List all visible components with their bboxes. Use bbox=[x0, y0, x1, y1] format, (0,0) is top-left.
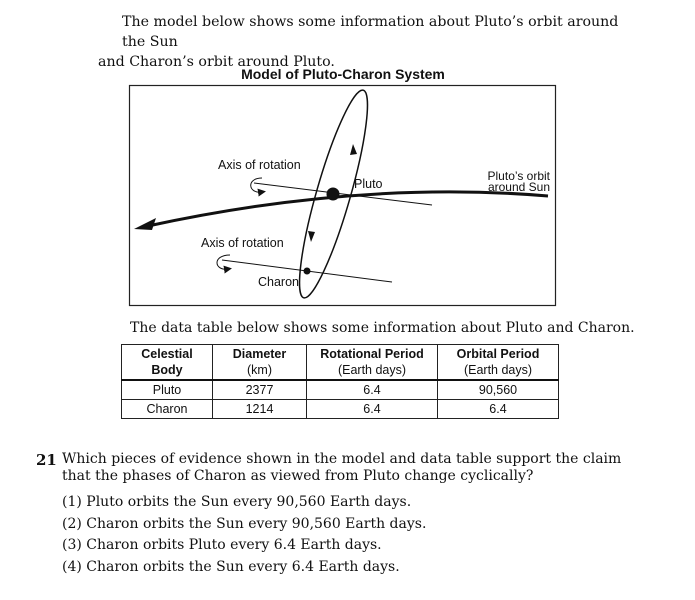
header-subtext: (km) bbox=[247, 363, 272, 377]
table-cell: 6.4 bbox=[307, 380, 438, 400]
answer-choice-3[interactable]: (3) Charon orbits Pluto every 6.4 Earth days. bbox=[62, 537, 382, 553]
table-header-row bbox=[122, 345, 559, 381]
charon-orbit-arrow-down-icon bbox=[308, 231, 315, 242]
table-cell: Charon bbox=[122, 400, 213, 419]
table-cell: 6.4 bbox=[438, 400, 559, 419]
pluto-body bbox=[327, 188, 340, 201]
pluto-rotation-arrow-icon bbox=[251, 178, 262, 192]
charon-label: Charon bbox=[258, 275, 299, 289]
header-celestial-body bbox=[122, 345, 213, 381]
pluto-orbit-path bbox=[148, 192, 548, 226]
header-text: Rotational Period bbox=[320, 347, 424, 361]
data-table bbox=[121, 344, 559, 419]
table-row bbox=[122, 400, 559, 419]
header-rotational-period bbox=[307, 345, 438, 381]
answer-choice-4[interactable]: (4) Charon orbits the Sun every 6.4 Earth days. bbox=[62, 558, 400, 575]
answer-choice-2[interactable]: (2) Charon orbits the Sun every 90,560 Earth days. bbox=[62, 515, 427, 532]
table-cell: 90,560 bbox=[438, 380, 559, 400]
table-cell: 1214 bbox=[213, 400, 307, 419]
charon-body bbox=[304, 268, 311, 275]
table-row bbox=[122, 380, 559, 400]
charon-orbit-arrow-up-icon bbox=[350, 144, 357, 155]
header-text: Celestial bbox=[141, 347, 193, 361]
table-cell: Pluto bbox=[122, 380, 213, 400]
table-cell: 6.4 bbox=[307, 400, 438, 419]
orbit-label-line-2: around Sun bbox=[487, 180, 550, 194]
orbit-label-line-1: Pluto’s orbit bbox=[487, 169, 550, 183]
orbit-arrowhead-icon bbox=[134, 218, 156, 230]
header-subtext: Body bbox=[151, 363, 183, 377]
header-subtext: (Earth days) bbox=[337, 363, 407, 377]
intro-line-2: and Charon’s orbit around Pluto. bbox=[98, 54, 335, 70]
model-title: Model of Pluto-Charon System bbox=[241, 66, 445, 82]
header-text: Orbital Period bbox=[456, 347, 540, 361]
header-subtext: (Earth days) bbox=[463, 363, 533, 377]
answer-choice-1[interactable]: (1) Pluto orbits the Sun every 90,560 Earth days. bbox=[62, 494, 412, 510]
answer-choices bbox=[62, 492, 426, 578]
pluto-label: Pluto bbox=[354, 177, 383, 191]
table-cell: 2377 bbox=[213, 380, 307, 400]
table-intro: The data table below shows some information about Pluto and Charon. bbox=[130, 320, 635, 336]
axis-label-pluto: Axis of rotation bbox=[218, 158, 301, 172]
question-text: Which pieces of evidence shown in the model and data table support the claim that the phases of Charon as viewed from Pluto change cyclically? bbox=[62, 451, 622, 484]
axis-label-charon: Axis of rotation bbox=[201, 236, 284, 250]
intro-line-1: The model below shows some information about Pluto’s orbit around the Sun bbox=[122, 14, 619, 50]
header-text: Diameter bbox=[232, 347, 287, 361]
charon-rotation-arrow-icon bbox=[217, 255, 230, 269]
header-orbital-period bbox=[438, 345, 559, 381]
header-diameter bbox=[213, 345, 307, 381]
question-number: 21 bbox=[36, 451, 57, 469]
